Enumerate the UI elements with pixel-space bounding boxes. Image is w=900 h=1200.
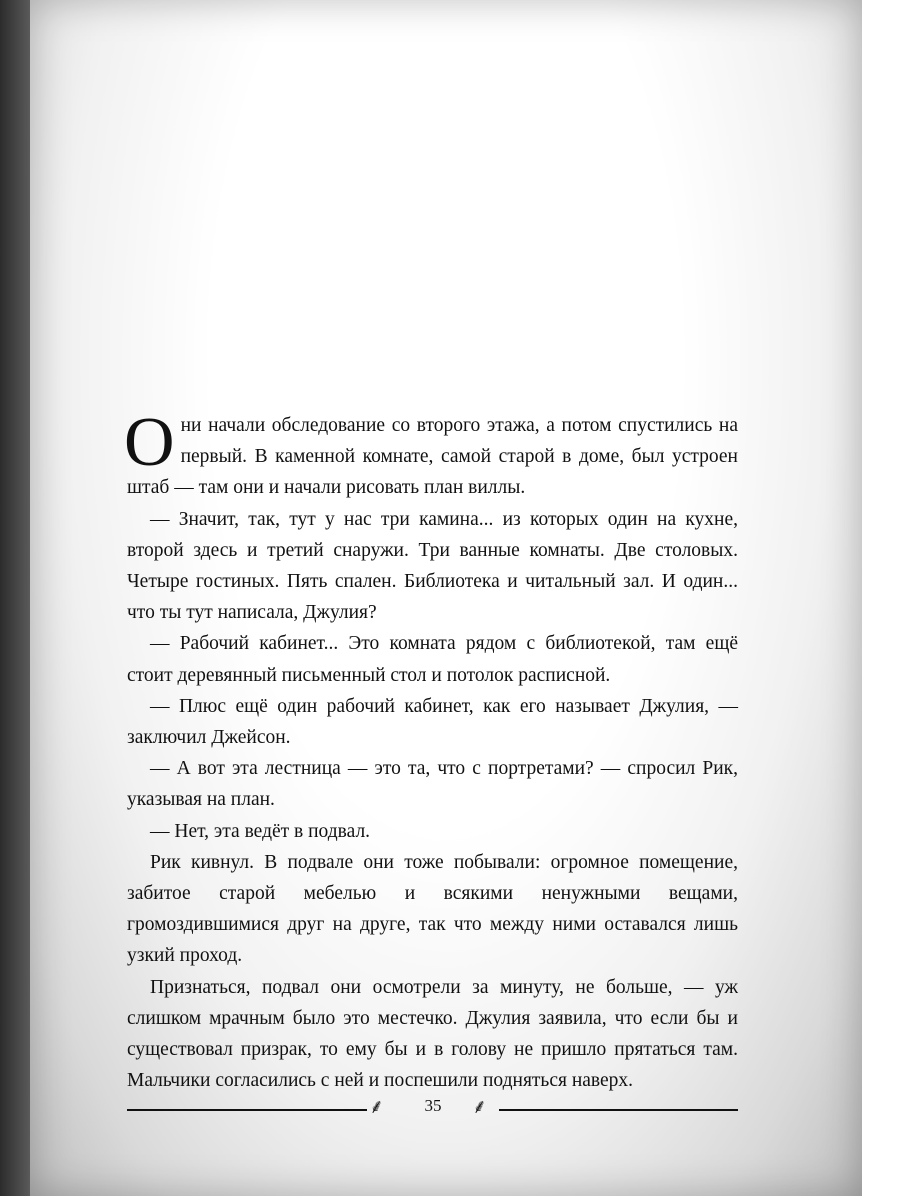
paragraph: — Значит, так, тут у нас три камина... из которых один на кухне, второй здесь и третий снаружи. Три ванные комнаты. Две столовых. Четыре гостиных. Пять спален. Библиотека и читальный зал. И один... что ты тут написала, Джулия? (127, 508, 738, 624)
footer-rule-left (127, 1109, 367, 1111)
ornament-left-icon: ⸙ (369, 1096, 384, 1118)
paragraph-first-text: ни начали обследование со второго этажа, а потом спустились на первый. В каменной комнате, самой старой в доме, был устроен штаб — там они и начали рисовать план виллы. (127, 415, 738, 499)
paragraph: — Рабочий кабинет... Это комната рядом с библиотекой, там ещё стоит деревянный письменный стол и потолок расписной. (127, 633, 738, 686)
page-number: 35 (424, 1096, 442, 1115)
paragraph: — Нет, эта ведёт в подвал. (150, 820, 371, 842)
body-text (124, 404, 738, 1096)
book-edge-shadow (0, 0, 30, 1200)
ornament-right-icon: ⸙ (472, 1096, 487, 1118)
paragraph: Признаться, подвал они осмотрели за минуту, не больше, — уж слишком мрачным было это местечко. Джулия заявила, что если бы и существовал призрак, то ему бы и в голову не пришло прятаться там. Мальчики согласились с ней и поспешили подняться наверх. (127, 976, 738, 1092)
footer-rule-right (499, 1109, 738, 1111)
paragraph-first (124, 404, 738, 504)
page-margin-right (862, 0, 900, 1200)
paragraph: Рик кивнул. В подвале они тоже побывали: огромное помещение, забитое старой мебелью и всякими ненужными вещами, громоздившимися друг на друге, так что между ними оставался лишь узкий проход. (127, 851, 738, 967)
page-footer (127, 1094, 738, 1124)
page-margin-bottom (0, 1196, 900, 1200)
paragraph: — Плюс ещё один рабочий кабинет, как его называет Джулия, — заключил Джейсон. (127, 695, 738, 749)
drop-cap: О (124, 404, 175, 481)
paragraph: — А вот эта лестница — это та, что с портретами? — спросил Рик, указывая на план. (127, 758, 738, 811)
